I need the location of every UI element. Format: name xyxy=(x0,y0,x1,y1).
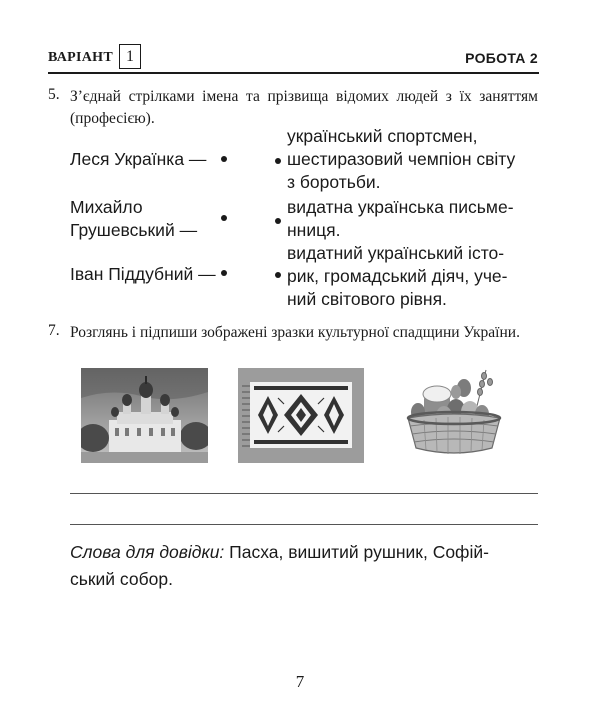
reference-words-line-1 xyxy=(70,539,540,566)
profession-historian xyxy=(287,242,508,311)
header-rule xyxy=(48,72,539,74)
profession-line: рик, громадський діяч, уче- xyxy=(287,266,508,286)
profession-dot-2[interactable] xyxy=(275,218,281,224)
reference-words-list: Пасха, вишитий рушник, Софій- xyxy=(224,542,489,562)
name-line: Леся Українка — xyxy=(70,149,207,169)
cathedral-icon xyxy=(81,368,208,463)
easter-basket-icon xyxy=(404,362,504,462)
profession-dot-3[interactable] xyxy=(275,272,281,278)
name-dot-1[interactable] xyxy=(221,156,227,162)
name-mykhailo-hrushevskyi xyxy=(70,196,197,242)
name-dot-2[interactable] xyxy=(221,215,227,221)
sofia-cathedral-image xyxy=(81,368,208,463)
task-7-number: 7. xyxy=(48,322,60,339)
profession-line: нниця. xyxy=(287,220,341,240)
work-label: РОБОТА 2 xyxy=(465,50,538,66)
towel-icon xyxy=(238,368,364,463)
profession-line: видатний український істо- xyxy=(287,243,505,263)
profession-line: з боротьби. xyxy=(287,172,381,192)
easter-basket-image xyxy=(404,362,504,462)
variant-label: ВАРІАНТ xyxy=(48,50,114,65)
profession-line: ний світового рівня. xyxy=(287,289,447,309)
reference-words xyxy=(70,539,540,593)
embroidered-towel-image xyxy=(238,368,364,463)
answer-line-2[interactable] xyxy=(70,524,538,525)
profession-dot-1[interactable] xyxy=(275,158,281,164)
profession-writer xyxy=(287,196,514,242)
reference-words-label: Слова для довідки: xyxy=(70,542,225,562)
task-5-text: З’єднай стрілками імена та прізвища відомих людей з їх заняттям (професією). xyxy=(70,88,538,127)
task-5-number: 5. xyxy=(48,86,60,103)
reference-words-line-2: ський собор. xyxy=(70,569,173,589)
profession-sportsman xyxy=(287,125,515,194)
name-dot-3[interactable] xyxy=(221,270,227,276)
answer-line-1[interactable] xyxy=(70,493,538,494)
name-line: Грушевський — xyxy=(70,220,198,240)
profession-line: шестиразовий чемпіон світу xyxy=(287,149,516,169)
task-7-text: Розглянь і підпиши зображені зразки культурної спадщини України. xyxy=(70,324,520,341)
name-line: Іван Піддубний — xyxy=(70,264,216,284)
variant-number-box: 1 xyxy=(119,44,141,69)
profession-line: український спортсмен, xyxy=(287,126,478,146)
profession-line: видатна українська письме- xyxy=(287,197,514,217)
page-number: 7 xyxy=(295,672,305,691)
name-lesya-ukrainka xyxy=(70,148,206,171)
name-line: Михайло xyxy=(70,197,143,217)
name-ivan-piddubnyi xyxy=(70,263,216,286)
